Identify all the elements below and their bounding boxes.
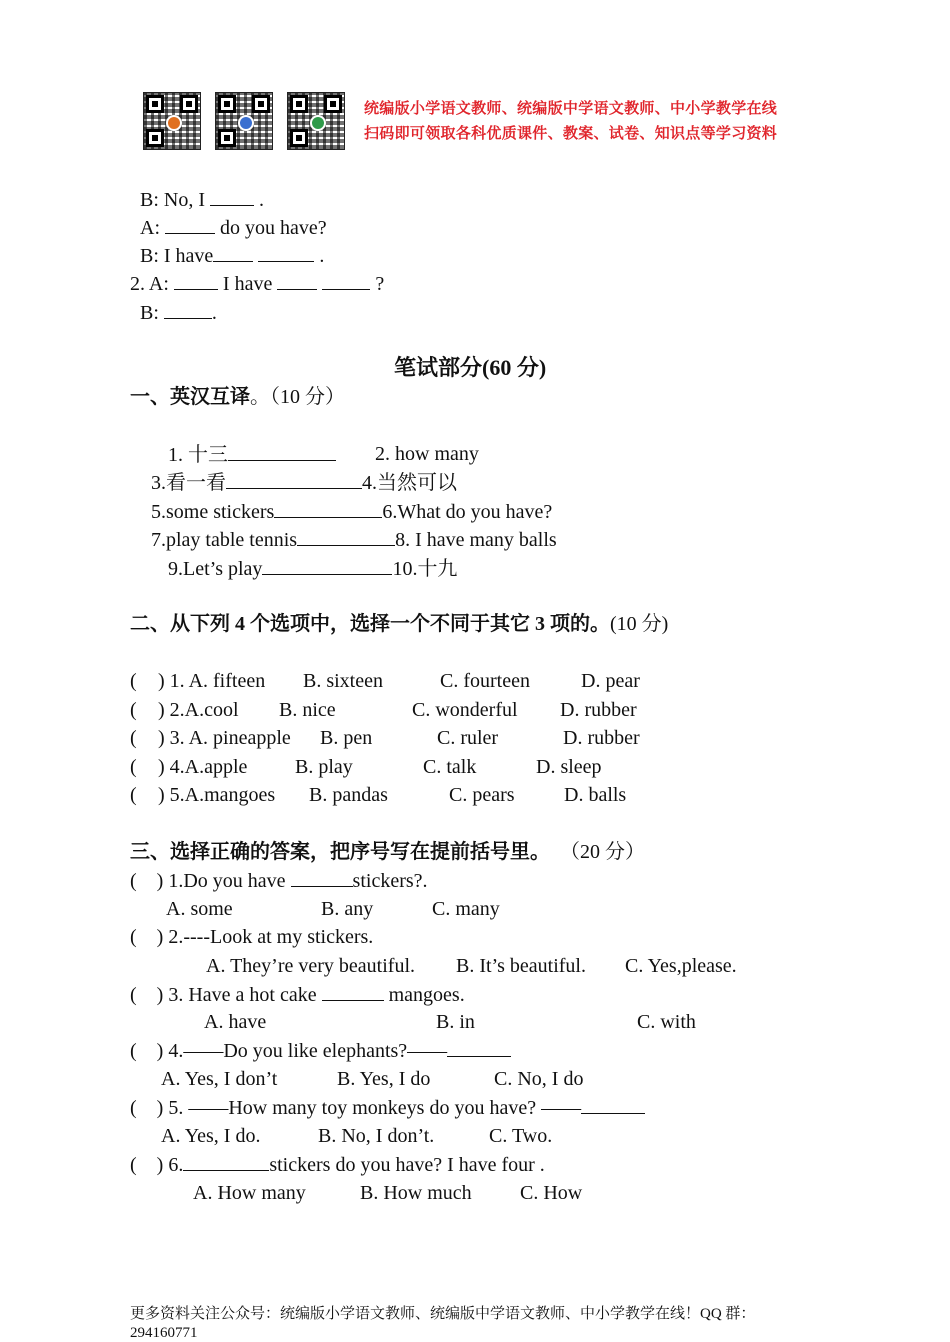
translate-item-7: 7.play table tennis 8. I have many balls [151, 529, 557, 551]
q1-option-a: A. some [166, 898, 233, 920]
translate-item-1: 1. 十三 [168, 442, 336, 467]
mc-question-2: ( ) 2.----Look at my stickers. [130, 926, 374, 948]
mc-question-6: ( ) 6. stickers do you have? I have four . [130, 1154, 545, 1176]
q2-option-b: B. It’s beautiful. [456, 955, 586, 977]
page-title: 笔试部分(60 分) [394, 355, 547, 380]
q5-option-b: B. No, I don’t. [318, 1125, 435, 1147]
q5-option-a: A. Yes, I do. [161, 1125, 261, 1147]
dialogue-line-3: B: I have . [140, 245, 325, 267]
qr-code-2 [215, 92, 273, 150]
q6-option-b: B. How much [360, 1182, 472, 1204]
section-2-heading: 二、从下列 4 个选项中，选择一个不同于其它 3 项的。(10 分) [130, 613, 669, 635]
section-1-heading: 一、英汉互译。（10 分） [130, 386, 345, 408]
dialogue-line-5: B: . [140, 302, 217, 324]
mc-question-5: ( ) 5. ——How many toy monkeys do you have? —— [130, 1095, 645, 1120]
q3-option-b: B. in [436, 1011, 475, 1033]
q4-option-c: C. No, I do [494, 1068, 584, 1090]
q4-option-b: B. Yes, I do [337, 1068, 431, 1090]
dialogue-line-1: B: No, I . [140, 189, 264, 211]
mc-question-1: ( ) 1.Do you have stickers?. [130, 870, 428, 892]
q6-option-a: A. How many [193, 1182, 306, 1204]
q2-option-a: A. They’re very beautiful. [206, 955, 415, 977]
q6-option-c: C. How [520, 1182, 583, 1204]
q4-option-a: A. Yes, I don’t [161, 1068, 278, 1090]
q1-option-c: C. many [432, 898, 500, 920]
q3-option-a: A. have [204, 1011, 267, 1033]
dialogue-line-4: 2. A: I have ? [130, 273, 385, 295]
qr-code-1 [143, 92, 201, 150]
banner-line-2: 扫码即可领取各科优质课件、教案、试卷、知识点等学习资料 [364, 124, 778, 142]
translate-item-9: 9.Let’s play 10.十九 [168, 558, 458, 580]
q1-option-b: B. any [321, 898, 374, 920]
section-3-heading: 三、选择正确的答案，把序号写在提前括号里。 （20 分） [130, 841, 645, 863]
translate-item-3: 3.看一看 4.当然可以 [151, 472, 457, 494]
mc-question-4: ( ) 4.——Do you like elephants?—— [130, 1038, 511, 1063]
translate-item-5: 5.some stickers 6.What do you have? [151, 501, 553, 523]
q3-option-c: C. with [637, 1011, 696, 1033]
dialogue-line-2: A: do you have? [140, 217, 327, 239]
footer-line-2: 294160771 [130, 1325, 198, 1341]
footer-line-1: 更多资料关注公众号：统编版小学语文教师、统编版中学语文教师、中小学教学在线！QQ 群： [130, 1306, 756, 1322]
banner-line-1: 统编版小学语文教师、统编版中学语文教师、中小学教学在线 [364, 99, 778, 117]
translate-item-2: 2. how many [375, 443, 479, 465]
q5-option-c: C. Two. [489, 1125, 553, 1147]
q2-option-c: C. Yes,please. [625, 955, 737, 977]
qr-code-3 [287, 92, 345, 150]
mc-question-3: ( ) 3. Have a hot cake mangoes. [130, 984, 465, 1006]
